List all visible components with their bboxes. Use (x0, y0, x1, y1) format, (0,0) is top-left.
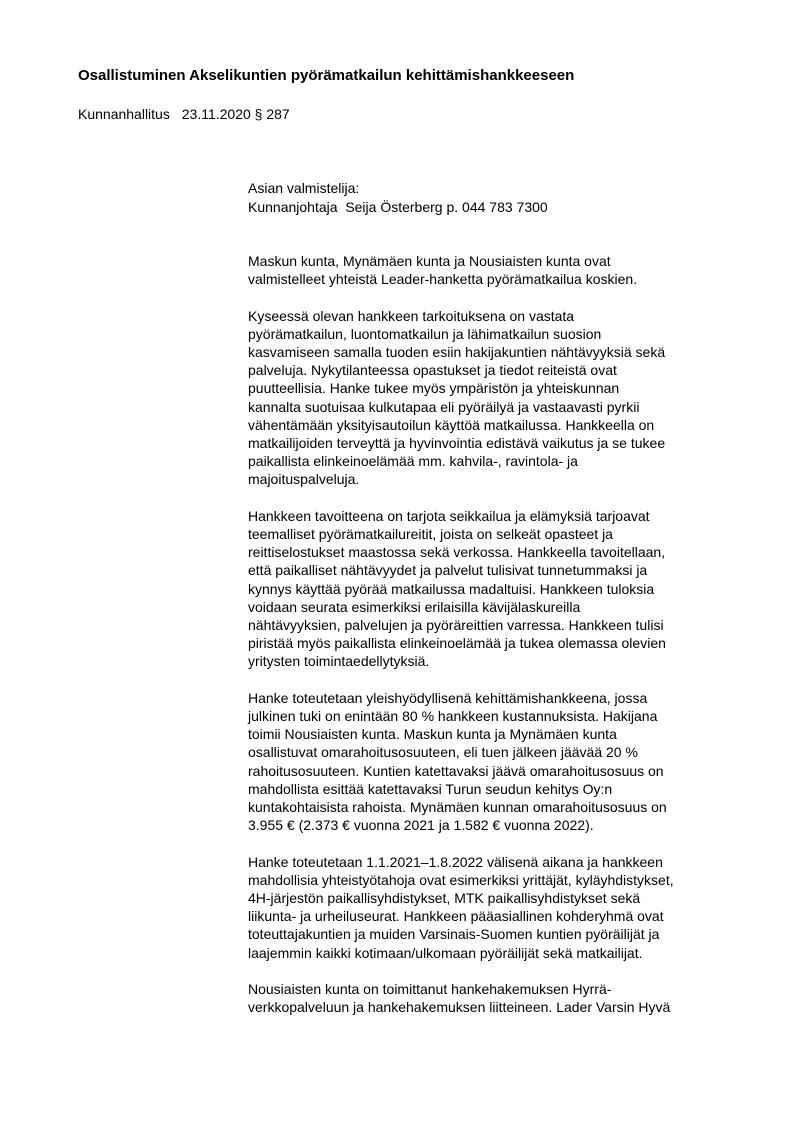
preparer-block (248, 179, 548, 217)
paragraph (248, 853, 730, 962)
meeting-section: § 287 (254, 106, 290, 122)
preparer-line (248, 198, 548, 217)
text-line: Hanke toteutetaan yleishyödyllisenä kehittämishankkeena, jossa (248, 689, 648, 706)
text-line: voidaan seurata esimerkiksi erilaisilla kävijälaskureilla (248, 598, 581, 615)
text-line: toteuttajakuntien ja muiden Varsinais-Suomen kuntien pyöräilijät ja (248, 926, 660, 943)
paragraph (248, 689, 730, 835)
text-line: teemalliset pyörämatkailureitit, joista on selkeät opasteet ja (248, 526, 613, 543)
text-line: kasvamiseen samalla tuoden esiin hakijakuntien nähtävyyksiä sekä (248, 344, 666, 360)
document-title: Osallistuminen Akselikuntien pyörämatkailun kehittämishankkeeseen (78, 67, 575, 84)
text-line: toimii Nousiaisten kunta. Maskun kunta ja Mynämäen kunta (248, 726, 617, 743)
text-line: reittiselostukset maastossa sekä verkossa. Hankkeella tavoitellaan, (248, 544, 666, 561)
text-line: mahdollista esittää katettavaksi Turun seudun kehitys Oy:n (248, 780, 613, 797)
text-line: 4H-järjestön paikallisyhdistykset, MTK paikallisyhdistykset sekä (248, 890, 641, 907)
paragraph (248, 307, 730, 489)
paragraph (248, 252, 730, 288)
meeting-reference (78, 106, 290, 122)
text-line: paikallista elinkeinoelämää mm. kahvila-, ravintola- ja (248, 453, 578, 470)
text-line: että paikalliset nähtävyydet ja palvelut tulisivat tunnetummaksi ja (248, 562, 648, 579)
preparer-name-phone: Seija Österberg p. 044 783 7300 (345, 199, 548, 215)
text-line: puutteellisia. Hanke tukee myös ympäristön ja yhteiskunnan (248, 380, 620, 397)
text-line: majoituspalveluja. (248, 471, 360, 488)
text-line: liikunta- ja urheiluseurat. Hankkeen pääasiallinen kohderyhmä ovat (248, 908, 664, 925)
preparer-role: Kunnanjohtaja (248, 199, 338, 215)
text-line: Hankkeen tavoitteena on tarjota seikkailua ja elämyksiä tarjoavat (248, 507, 650, 524)
paragraph (248, 507, 730, 671)
text-line: nähtävyyksien, palvelujen ja pyöräreittien varressa. Hankkeen tulisi (248, 617, 664, 634)
text-line: yritysten toimintaedellytyksiä. (248, 653, 430, 670)
text-line: osallistuvat omarahoitusosuuteen, eli tuen jälkeen jäävää 20 % (248, 744, 638, 761)
text-line: rahoitusosuuteen. Kuntien katettavaksi jäävä omarahoitusosuus on (248, 762, 664, 779)
text-line: kannalta suotuisaa kulkutapaa eli pyöräilyä ja vastaavasti pyrkii (248, 398, 640, 415)
text-line: kuntakohtaisista rahoista. Mynämäen kunnan omarahoitusosuus on (248, 799, 667, 816)
text-line: Kyseessä olevan hankkeen tarkoituksena on vastata (248, 307, 575, 324)
text-line: Nousiaisten kunta on toimittanut hankehakemuksen Hyrrä- (248, 981, 612, 998)
text-line: matkailijoiden terveyttä ja hyvinvointia edistävä vaikutus ja se tukee (248, 435, 666, 452)
text-line: julkinen tuki on enintään 80 % hankkeen kustannuksista. Hakijana (248, 708, 658, 725)
text-line: pyörämatkailun, luontomatkailun ja lähimatkailun suosion (248, 325, 602, 342)
text-line: palveluja. Nykytilanteessa opastukset ja tiedot reiteistä ovat (248, 362, 617, 379)
text-line: mahdollisia yhteistyötahoja ovat esimerkiksi yrittäjät, kyläyhdistykset, (248, 871, 674, 888)
meeting-body: Kunnanhallitus (78, 106, 170, 122)
text-line: valmistelleet yhteistä Leader-hanketta pyörämatkailua koskien. (248, 271, 638, 288)
text-line: laajemmin kaikki kotimaan/ulkomaan pyöräilijät sekä matkailijat. (248, 944, 643, 961)
text-line: Maskun kunta, Mynämäen kunta ja Nousiaisten kunta ovat (248, 253, 611, 269)
text-line: Hanke toteutetaan 1.1.2021–1.8.2022 välisenä aikana ja hankkeen (248, 853, 663, 870)
text-line: kynnys käyttää pyörää matkailussa madaltuisi. Hankkeen tuloksia (248, 580, 655, 597)
text-line: 3.955 € (2.373 € vuonna 2021 ja 1.582 € vuonna 2022). (248, 817, 594, 834)
preparer-label: Asian valmistelija: (248, 180, 360, 196)
text-line: piristää myös paikallista elinkeinoelämää ja tukea olemassa olevien (248, 635, 666, 652)
document-body (248, 252, 730, 1035)
text-line: vähentämään yksityisautoilun käyttöä matkailussa. Hankkeella on (248, 416, 655, 433)
meeting-date: 23.11.2020 (181, 106, 251, 122)
paragraph (248, 980, 730, 1016)
text-line: verkkopalveluun ja hankehakemuksen liitteineen. Lader Varsin Hyvä (248, 999, 671, 1016)
